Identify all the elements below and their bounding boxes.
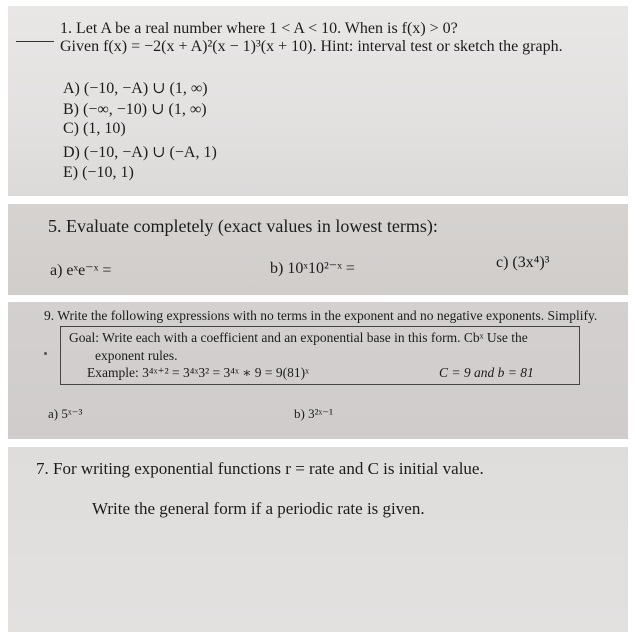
question-7-subtitle: Write the general form if a periodic rate is given.: [92, 499, 425, 518]
bullet-dot: [44, 352, 47, 355]
question-5-part-a: a) eˣe⁻ˣ =: [50, 262, 112, 279]
question-7-title: 7. For writing exponential functions r = rate and C is initial value.: [36, 459, 484, 478]
choice-a: A) (−10, −A) ∪ (1, ∞): [63, 80, 208, 97]
goal-line-1: Goal: Write each with a coefficient and an exponential base in this form. Cbˣ Use the: [69, 330, 528, 345]
question-5-panel: [8, 204, 628, 295]
question-1-function: Given f(x) = −2(x + A)²(x − 1)³(x + 10). Hint: interval test or sketch the graph.: [60, 38, 563, 55]
choice-d: D) (−10, −A) ∪ (−A, 1): [63, 144, 217, 161]
goal-line-2: exponent rules.: [95, 348, 178, 363]
question-5-part-b: b) 10ˣ10²⁻ˣ =: [270, 260, 355, 277]
choice-b: B) (−∞, −10) ∪ (1, ∞): [63, 101, 207, 118]
goal-box: [60, 326, 580, 385]
choice-c: C) (1, 10): [63, 120, 126, 137]
question-9-title: 9. Write the following expressions with no terms in the exponent and no negative exponents. Simplify.: [44, 308, 598, 323]
question-5-part-c: c) (3x⁴)³: [496, 254, 550, 271]
question-1-panel: [8, 6, 628, 196]
answer-blank-line: [16, 41, 54, 42]
goal-example-constants: C = 9 and b = 81: [439, 365, 534, 380]
question-9-part-b: b) 3²ˣ⁻¹: [294, 406, 333, 421]
question-9-panel: [8, 302, 628, 439]
question-9-part-a: a) 5ˣ⁻³: [48, 406, 83, 421]
question-5-title: 5. Evaluate completely (exact values in lowest terms):: [48, 216, 438, 236]
question-1-prompt: 1. Let A be a real number where 1 < A < 10. When is f(x) > 0?: [60, 20, 458, 37]
question-7-panel: [8, 447, 628, 632]
choice-e: E) (−10, 1): [63, 164, 134, 181]
goal-example: Example: 3⁴ˣ⁺² = 3⁴ˣ3² = 3⁴ˣ ∗ 9 = 9(81)ˣ: [87, 365, 310, 380]
